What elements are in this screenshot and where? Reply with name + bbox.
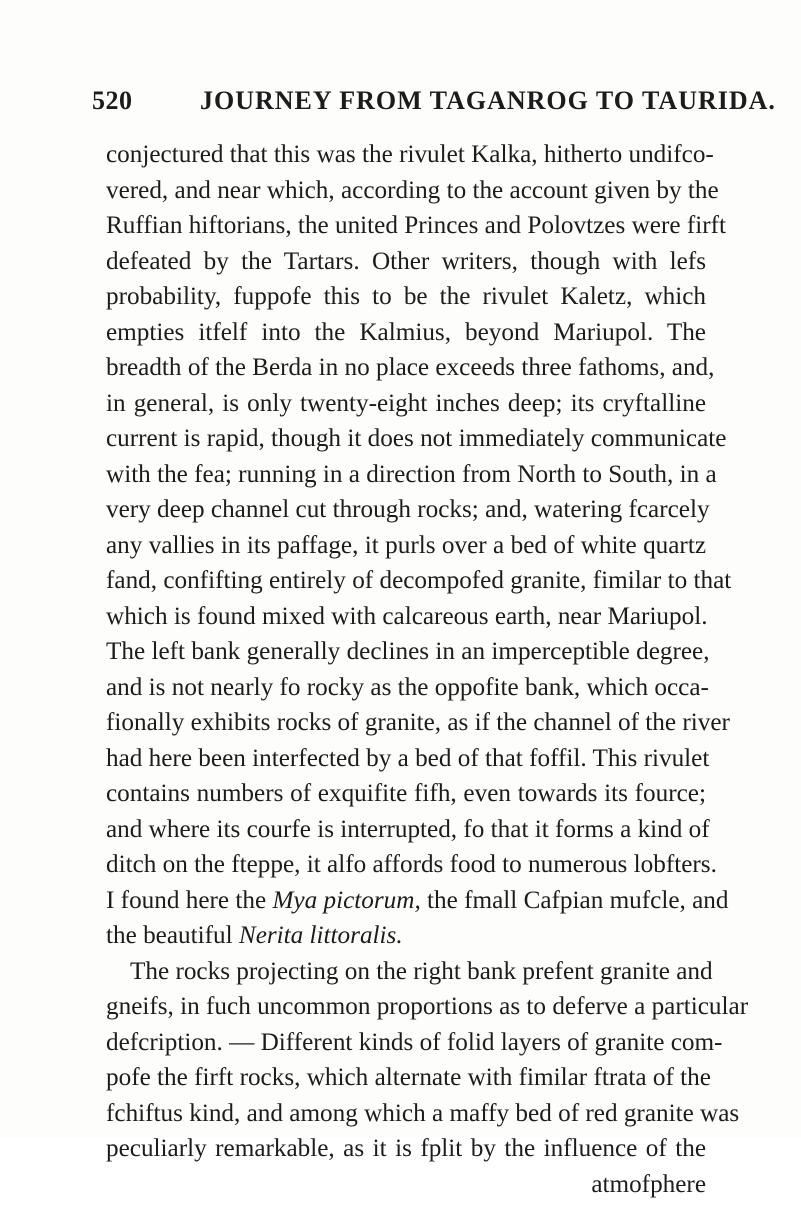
text-line: Ruffian hiftorians, the united Princes and Polovtzes were firft	[106, 212, 726, 239]
text-line: breadth of the Berda in no place exceeds three fathoms, and,	[106, 354, 715, 381]
text-line: and is not nearly fo rocky as the oppofite bank, which occa-	[106, 673, 709, 701]
text-line: ditch on the fteppe, it alfo affords food to numerous lobfters.	[106, 851, 717, 878]
text-segment: the beautiful	[106, 922, 233, 949]
text-line: had here been interfected by a bed of that foffil. This rivulet	[106, 744, 710, 772]
page-number: 520	[92, 86, 133, 115]
text-line: The rocks projecting on the right bank prefent granite and	[130, 957, 713, 985]
text-line: any vallies in its paffage, it purls over a bed of white quartz	[106, 531, 706, 559]
text-line: which is found mixed with calcareous earth, near Mariupol.	[106, 602, 708, 630]
text-segment: the fmall Cafpian mufcle, and	[427, 886, 729, 914]
text-line: defeated by the Tartars. Other writers, though with lefs	[106, 247, 706, 275]
text-line: conjectured that this was the rivulet Kalka, hitherto undifco-	[106, 141, 714, 168]
text-line: in general, is only twenty-eight inches deep; its cryftalline	[106, 389, 706, 417]
text-line: pofe the firft rocks, which alternate with fimilar ftrata of the	[106, 1064, 711, 1091]
text-line: with the fea; running in a direction from North to South, in a	[106, 460, 717, 488]
catchword: atmofphere	[591, 1170, 706, 1198]
text-line: peculiarly remarkable, as it is fplit by the influence of the	[106, 1135, 706, 1162]
text-line	[106, 886, 729, 926]
text-line: vered, and near which, according to the account given by the	[106, 176, 719, 204]
text-line: current is rapid, though it does not immediately communicate	[106, 425, 727, 452]
text-line: fand, confifting entirely of decompofed granite, fimilar to that	[106, 567, 732, 594]
running-title: JOURNEY FROM TAGANROG TO TAURIDA.	[200, 86, 776, 115]
text-line: defcription. — Different kinds of folid layers of granite com-	[106, 1028, 723, 1056]
text-line	[106, 921, 706, 961]
text-line: The left bank generally declines in an imperceptible degree,	[106, 638, 710, 665]
text-line: contains numbers of exquifite fifh, even towards its fource;	[106, 780, 706, 807]
text-line: probability, fuppofe this to be the rivulet Kaletz, which	[106, 283, 706, 310]
text-line: empties itfelf into the Kalmius, beyond Mariupol. The	[106, 318, 706, 346]
text-line: and where its courfe is interrupted, fo that it forms a kind of	[106, 815, 710, 843]
italic-species-name: Mya pictorum,	[272, 886, 421, 914]
italic-species-name: Nerita littoralis.	[238, 922, 403, 949]
text-line: very deep channel cut through rocks; and, watering fcarcely	[106, 496, 710, 523]
text-line: gneifs, in fuch uncommon proportions as to deferve a particular	[106, 993, 749, 1020]
text-segment: I found here the	[106, 886, 267, 914]
text-line: fchiftus kind, and among which a maffy bed of red granite was	[106, 1099, 740, 1127]
running-head	[92, 86, 776, 122]
text-line: fionally exhibits rocks of granite, as if the channel of the river	[106, 709, 730, 736]
